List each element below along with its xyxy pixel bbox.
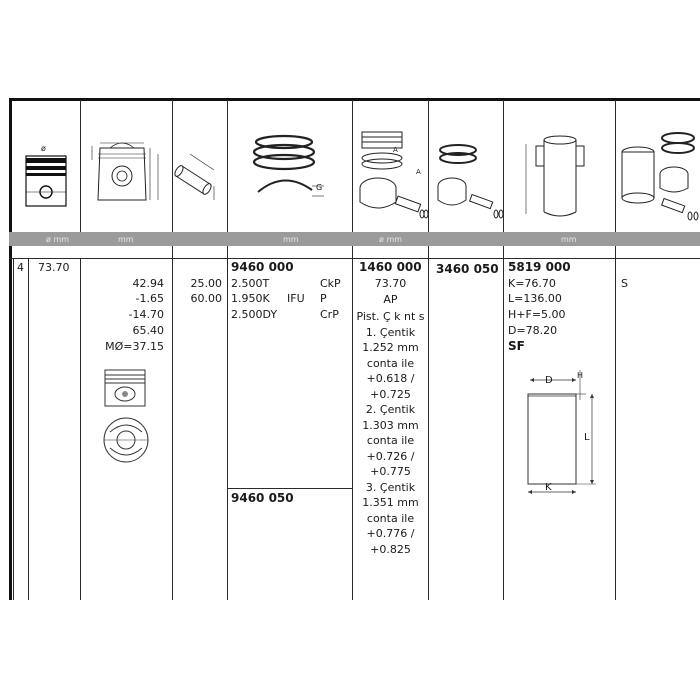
cylinder-liner-icon	[522, 132, 602, 222]
piston-pin-icon	[176, 146, 222, 202]
piston-kit-note-line: +0.618 /	[366, 372, 415, 385]
ring-mark: CrP	[320, 308, 339, 321]
piston-kit-note-line: +0.726 /	[366, 449, 415, 463]
ring-mark: CkP	[320, 277, 341, 290]
unit-bar	[9, 232, 700, 246]
ring-mark: IFU	[287, 292, 305, 305]
unit-label: mm	[283, 235, 299, 244]
piston-kit-note-line: Pist. Ç k nt s	[356, 310, 425, 323]
row-top-border	[9, 258, 700, 259]
col-sep	[428, 100, 429, 600]
ring-set-divider	[227, 488, 353, 489]
piston-kit-note-line: conta ile	[366, 434, 415, 447]
piston-dim: -1.65	[135, 292, 164, 305]
table-left-border	[9, 98, 12, 600]
piston-dim: 65.40	[132, 324, 164, 337]
unit-label: ø mm	[379, 235, 403, 244]
ring-gap-label: G	[316, 183, 323, 192]
row-number: 4	[17, 261, 24, 274]
table-left-inner-border	[13, 258, 14, 600]
unit-label: mm	[561, 235, 577, 244]
piston-kit-note-line: AP	[383, 292, 398, 306]
col-sep	[80, 258, 81, 600]
piston-kit-note-line: 3. Çentik	[365, 480, 416, 494]
ring-size: 1.950K	[231, 292, 270, 305]
piston-kit-note-line: 1.351 mm	[362, 496, 419, 509]
piston-kit-note-line: +0.825	[370, 542, 411, 556]
piston-kit-note-line: 1.252 mm	[362, 341, 419, 354]
piston-kit-note-line: 1. Çentik	[365, 325, 416, 339]
col-sep	[80, 100, 81, 246]
liner-dim: H+F=5.00	[508, 308, 566, 321]
liner-code: 5819 000	[508, 260, 571, 274]
liner-dim: K=76.70	[508, 277, 556, 290]
piston-dim: 42.94	[132, 277, 164, 290]
piston-section-icon	[88, 140, 166, 206]
liner-dimension-diagram	[518, 366, 608, 500]
col-sep	[172, 100, 173, 600]
pin-dim: 25.00	[190, 277, 222, 290]
piston-kit-note-line: conta ile	[366, 511, 415, 525]
liner-diagram-label: H	[577, 371, 584, 380]
col-sep	[615, 100, 616, 600]
ring-label: A	[393, 146, 398, 154]
ring-size: 2.500DY	[231, 308, 278, 321]
piston-kit-small-icon	[434, 142, 506, 222]
piston-dim: MØ=37.15	[105, 340, 164, 353]
liner-kit-icon	[618, 130, 700, 222]
liner-dim: L=136.00	[508, 292, 562, 305]
ring-label: A	[416, 168, 421, 176]
liner-dim: D=78.20	[508, 324, 558, 337]
piston-kit-note-line: 73.70	[374, 277, 407, 290]
liner-type: SF	[508, 339, 525, 353]
pin-dim: 60.00	[190, 292, 222, 305]
kit-2-code: 3460 050	[436, 262, 499, 276]
diameter-symbol: ø	[41, 144, 46, 153]
piston-icon	[24, 148, 68, 208]
bore-diameter: 73.70	[38, 261, 70, 274]
col-sep	[28, 258, 29, 600]
piston-kit-note-line: +0.725	[370, 387, 411, 401]
col-sep	[227, 100, 228, 600]
ring-set-code: 9460 000	[231, 260, 294, 274]
piston-kit-note-line: +0.776 /	[366, 527, 415, 540]
liner-diagram-label: D	[545, 375, 553, 386]
piston-kit-note-line: 2. Çentik	[365, 403, 416, 416]
unit-label: mm	[118, 235, 134, 244]
piston-kit-note-line: 1.303 mm	[362, 418, 419, 432]
liner-diagram-label: K	[545, 482, 552, 493]
last-col-value: S	[621, 277, 628, 290]
piston-kit-note-line: +0.775	[370, 465, 411, 478]
piston-kit-note-line: conta ile	[366, 356, 415, 370]
unit-label: ø mm	[46, 235, 70, 244]
piston-top-view-icon	[100, 414, 152, 466]
ring-mark: P	[320, 292, 327, 305]
piston-side-view-icon	[102, 366, 148, 410]
piston-kit-code: 1460 000	[359, 260, 422, 274]
piston-dim: -14.70	[128, 308, 164, 321]
table-top-border	[9, 98, 700, 101]
ring-set-2-code: 9460 050	[231, 491, 294, 505]
liner-diagram-label: L	[584, 432, 590, 443]
ring-size: 2.500T	[231, 277, 270, 290]
